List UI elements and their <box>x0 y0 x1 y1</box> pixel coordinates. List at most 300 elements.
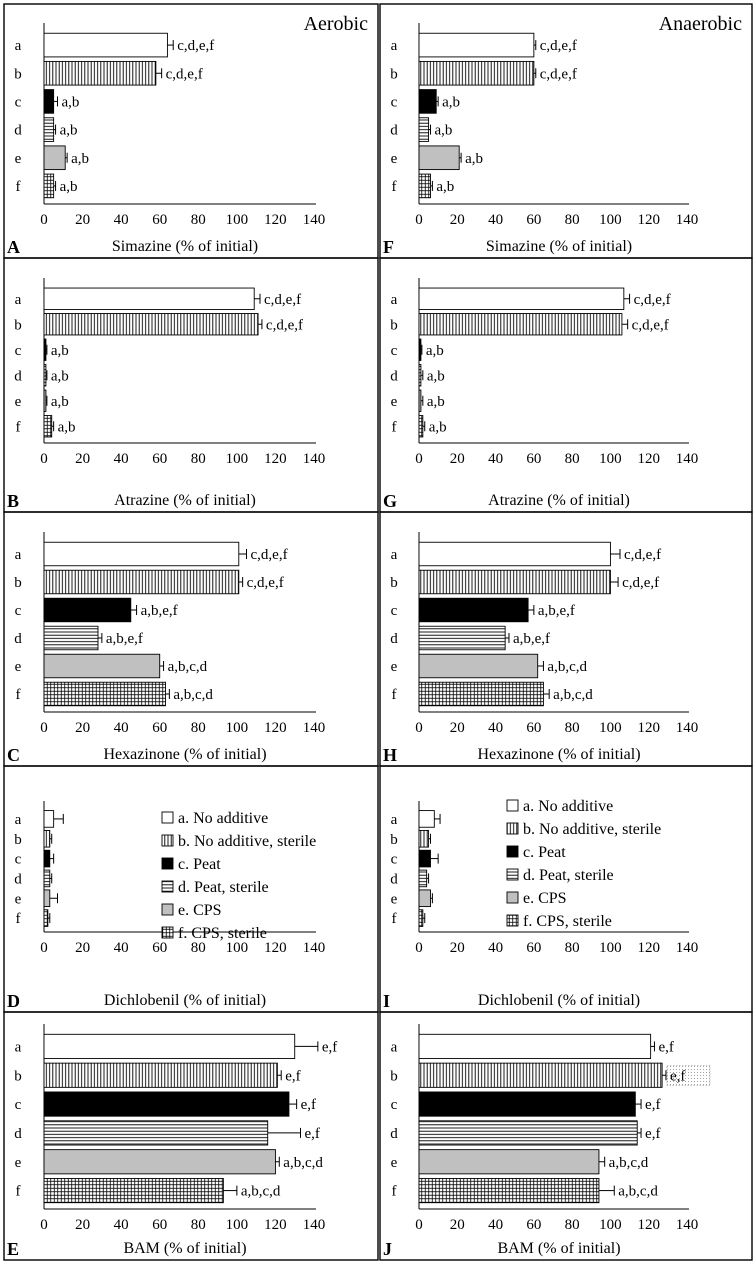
panel-letter: A <box>7 237 20 257</box>
x-tick-label: 100 <box>599 212 622 228</box>
x-tick-label: 60 <box>152 451 168 467</box>
x-tick-label: 120 <box>264 451 287 467</box>
category-label: c <box>14 1097 22 1114</box>
significance-label: c,d,e,f <box>539 66 577 83</box>
bar-b <box>419 314 622 335</box>
x-tick-label: 140 <box>302 720 326 736</box>
x-tick-label: 140 <box>302 212 326 228</box>
bar-c <box>44 598 131 622</box>
category-label: a <box>390 1039 398 1056</box>
bar-a <box>44 1034 295 1058</box>
category-label: a <box>14 811 22 828</box>
x-tick-label: 60 <box>152 940 168 956</box>
category-label: b <box>14 66 22 83</box>
category-label: a <box>390 811 398 828</box>
x-axis-label: Hexazinone (% of initial) <box>477 746 641 763</box>
x-tick-label: 20 <box>449 212 465 228</box>
category-label: b <box>390 575 398 591</box>
x-tick-label: 80 <box>564 451 580 467</box>
x-tick-label: 60 <box>152 212 168 228</box>
significance-label: c,d,e,f <box>539 38 577 55</box>
significance-label: a,b <box>50 342 69 359</box>
significance-label: a,b,c,d <box>618 1183 658 1200</box>
category-label: b <box>14 831 22 848</box>
legend-label-e: e. CPS <box>523 890 567 907</box>
x-tick-label: 120 <box>637 720 660 736</box>
legend-swatch-d <box>507 869 518 880</box>
x-tick-label: 80 <box>564 720 580 736</box>
category-label: e <box>14 891 22 908</box>
category-label: e <box>14 393 22 410</box>
significance-label: a,b <box>426 368 445 385</box>
bar-e <box>44 654 160 678</box>
bar-a <box>419 811 434 828</box>
bar-e <box>44 390 46 411</box>
category-label: b <box>390 317 398 334</box>
x-tick-label: 40 <box>113 720 129 736</box>
legend <box>507 798 661 930</box>
x-tick-label: 100 <box>225 720 249 736</box>
chart-panel-c <box>4 512 378 766</box>
x-tick-label: 100 <box>599 720 622 736</box>
x-tick-label: 40 <box>113 212 129 228</box>
chart-panel-a <box>4 4 378 258</box>
x-tick-label: 80 <box>190 720 206 736</box>
bar-d <box>44 870 50 887</box>
bar-b <box>419 830 429 847</box>
chart-panel-b <box>4 258 378 512</box>
category-label: c <box>390 851 398 868</box>
significance-label: c,d,e,f <box>631 317 669 334</box>
x-tick-label: 80 <box>564 1217 580 1233</box>
x-tick-label: 100 <box>225 212 249 228</box>
bar-a <box>44 811 54 828</box>
x-axis-label: Simazine (% of initial) <box>485 238 633 255</box>
x-tick-label: 20 <box>75 720 91 736</box>
category-label: d <box>390 1125 398 1142</box>
x-tick-label: 20 <box>75 451 91 467</box>
significance-label: a,b,e,f <box>537 603 575 619</box>
category-label: f <box>15 178 21 195</box>
bar-d <box>44 626 98 650</box>
column-title: Anaerobic <box>658 13 742 35</box>
category-label: d <box>14 368 22 385</box>
x-tick-label: 20 <box>449 940 465 956</box>
significance-label: a,b <box>50 393 69 410</box>
bar-e <box>419 390 421 411</box>
bar-d <box>419 118 429 142</box>
category-label: a <box>390 38 398 55</box>
legend-swatch-b <box>507 823 518 834</box>
significance-label: e,f <box>300 1097 317 1114</box>
x-tick-label: 40 <box>488 720 504 736</box>
category-label: f <box>391 419 397 436</box>
bar-d <box>419 365 421 386</box>
x-tick-label: 120 <box>264 1217 287 1233</box>
significance-label: a,b <box>426 393 445 410</box>
x-tick-label: 0 <box>415 940 423 956</box>
bar-b <box>44 1063 277 1087</box>
x-tick-label: 140 <box>302 1217 326 1233</box>
panel-letter: J <box>383 1239 392 1259</box>
x-tick-label: 80 <box>190 940 206 956</box>
category-label: a <box>390 291 398 308</box>
significance-label: c,d,e,f <box>624 547 662 563</box>
significance-label: a,b <box>425 342 444 359</box>
bar-a <box>419 1034 651 1058</box>
category-label: c <box>14 342 22 359</box>
category-label: d <box>14 1125 22 1142</box>
bar-d <box>419 626 505 650</box>
bar-c <box>419 598 528 622</box>
x-tick-label: 0 <box>40 1217 48 1233</box>
bar-f <box>44 910 48 927</box>
bar-c <box>44 339 46 360</box>
bar-b <box>419 1063 662 1087</box>
bar-c <box>419 1092 635 1116</box>
x-tick-label: 80 <box>190 1217 206 1233</box>
x-tick-label: 40 <box>113 451 129 467</box>
x-tick-label: 0 <box>40 940 48 956</box>
x-tick-label: 120 <box>637 212 660 228</box>
significance-label: e,f <box>645 1125 661 1142</box>
significance-label: c,d,e,f <box>250 547 288 563</box>
panel-letter: I <box>383 991 391 1011</box>
category-label: a <box>14 38 22 55</box>
significance-label: a,b,e,f <box>140 603 178 619</box>
x-tick-label: 60 <box>526 451 542 467</box>
category-label: e <box>390 659 398 675</box>
category-label: a <box>14 1039 22 1056</box>
bar-f <box>419 910 423 927</box>
bar-b <box>419 570 610 594</box>
category-label: e <box>390 1154 398 1171</box>
bar-d <box>44 365 46 386</box>
x-tick-label: 140 <box>302 940 326 956</box>
bar-e <box>44 890 50 907</box>
x-tick-label: 20 <box>449 1217 465 1233</box>
significance-label: a,b <box>428 419 447 436</box>
x-tick-label: 20 <box>449 451 465 467</box>
category-label: b <box>390 831 398 848</box>
panel-letter: F <box>383 237 394 257</box>
x-tick-label: 140 <box>675 1217 699 1233</box>
chart-panel-h <box>380 512 752 766</box>
category-label: d <box>390 871 398 888</box>
legend-swatch-a <box>507 800 518 811</box>
x-tick-label: 140 <box>675 212 699 228</box>
x-tick-label: 0 <box>415 212 423 228</box>
legend-swatch-e <box>507 892 518 903</box>
x-tick-label: 80 <box>564 940 580 956</box>
significance-label: a,b,c,d <box>167 659 208 675</box>
bar-a <box>44 33 167 57</box>
category-label: c <box>14 603 22 619</box>
legend-swatch-c <box>507 846 518 857</box>
x-tick-label: 80 <box>190 451 206 467</box>
category-label: c <box>390 94 398 111</box>
x-tick-label: 0 <box>415 451 423 467</box>
x-tick-label: 20 <box>75 212 91 228</box>
significance-label: a,b,c,d <box>283 1154 323 1171</box>
significance-label: a,b <box>442 94 461 111</box>
bar-b <box>44 570 239 594</box>
panel-letter: E <box>7 1239 20 1259</box>
category-label: e <box>14 150 22 167</box>
bar-f <box>44 682 166 706</box>
x-tick-label: 40 <box>488 1217 504 1233</box>
category-label: f <box>15 1183 21 1200</box>
bar-b <box>44 314 258 335</box>
legend-swatch-f <box>162 927 173 938</box>
significance-label: c,d,e,f <box>246 575 284 591</box>
category-label: f <box>391 1183 397 1200</box>
chart-panel-g <box>380 258 752 512</box>
x-tick-label: 20 <box>75 1217 91 1233</box>
x-tick-label: 120 <box>637 940 660 956</box>
category-label: a <box>14 547 22 563</box>
bar-c <box>419 850 430 867</box>
significance-label: c,d,e,f <box>633 291 671 308</box>
category-label: c <box>14 851 22 868</box>
category-label: e <box>390 393 398 410</box>
bar-f <box>419 174 430 198</box>
significance-label: a,b <box>59 178 78 195</box>
x-tick-label: 100 <box>225 1217 249 1233</box>
x-tick-label: 120 <box>264 212 287 228</box>
x-tick-label: 120 <box>637 1217 660 1233</box>
legend-swatch-c <box>162 858 173 869</box>
panel-letter: D <box>7 991 20 1011</box>
bar-c <box>44 850 50 867</box>
legend-label-b: b. No additive, sterile <box>523 821 662 838</box>
x-tick-label: 120 <box>637 451 660 467</box>
legend-swatch-d <box>162 881 173 892</box>
panel-letter: G <box>383 491 398 511</box>
significance-label: a,b <box>57 419 76 436</box>
x-tick-label: 60 <box>152 720 168 736</box>
bar-a <box>419 288 624 309</box>
bar-c <box>419 339 421 360</box>
x-tick-label: 140 <box>675 720 699 736</box>
category-label: a <box>14 291 22 308</box>
bar-d <box>44 118 54 142</box>
bar-f <box>44 1178 223 1202</box>
category-label: f <box>391 178 397 195</box>
category-label: e <box>390 891 398 908</box>
bar-e <box>44 1150 275 1174</box>
x-tick-label: 120 <box>264 720 287 736</box>
bar-d <box>419 870 427 887</box>
x-tick-label: 40 <box>488 940 504 956</box>
category-label: f <box>15 911 21 928</box>
legend-label-c: c. Peat <box>178 856 221 873</box>
significance-label: a,b,c,d <box>608 1154 649 1171</box>
category-label: b <box>390 1068 398 1085</box>
chart-panel-e <box>4 1012 378 1260</box>
significance-label: a,b <box>50 368 69 385</box>
category-label: d <box>14 871 22 888</box>
x-tick-label: 100 <box>225 940 249 956</box>
x-tick-label: 60 <box>526 212 542 228</box>
category-label: d <box>390 122 398 139</box>
x-tick-label: 60 <box>526 940 542 956</box>
column-title: Aerobic <box>303 13 368 35</box>
chart-panel-f <box>380 4 752 258</box>
legend-swatch-e <box>162 904 173 915</box>
category-label: e <box>390 150 398 167</box>
bar-a <box>44 542 239 566</box>
panel-letter: H <box>383 745 398 765</box>
category-label: f <box>15 419 21 436</box>
x-tick-label: 140 <box>302 451 326 467</box>
x-tick-label: 140 <box>675 940 699 956</box>
significance-label: a,b <box>71 150 90 167</box>
chart-panel-j <box>380 1012 752 1260</box>
x-tick-label: 140 <box>675 451 699 467</box>
category-label: d <box>390 631 398 647</box>
category-label: c <box>390 342 398 359</box>
legend-swatch-a <box>162 812 173 823</box>
legend-label-a: a. No additive <box>178 810 269 827</box>
significance-label: c,d,e,f <box>165 66 203 83</box>
significance-label: e,f <box>645 1097 661 1114</box>
bar-e <box>44 146 65 170</box>
bar-a <box>419 33 534 57</box>
significance-label: e,f <box>658 1039 674 1056</box>
x-axis-label: BAM (% of initial) <box>497 1240 621 1257</box>
bar-b <box>44 830 50 847</box>
bar-f <box>44 174 54 198</box>
significance-label: a,b,e,f <box>105 631 143 647</box>
legend-label-c: c. Peat <box>523 844 566 861</box>
panel-letter: B <box>7 491 20 511</box>
category-label: c <box>390 603 398 619</box>
bar-f <box>44 416 52 437</box>
bar-f <box>419 416 423 437</box>
bar-a <box>419 542 610 566</box>
x-tick-label: 80 <box>564 212 580 228</box>
x-tick-label: 0 <box>40 451 48 467</box>
bar-e <box>419 890 430 907</box>
significance-label: a,b <box>61 94 80 111</box>
x-tick-label: 80 <box>190 212 206 228</box>
bar-c <box>44 1092 289 1116</box>
category-label: c <box>14 94 22 111</box>
x-tick-label: 120 <box>264 940 287 956</box>
bar-f <box>419 1178 599 1202</box>
significance-label: c,d,e,f <box>265 317 303 334</box>
category-label: b <box>390 66 398 83</box>
legend-label-f: f. CPS, sterile <box>178 925 267 942</box>
category-label: d <box>14 631 22 647</box>
panel-letter: C <box>7 745 20 765</box>
category-label: d <box>14 122 22 139</box>
category-label: c <box>390 1097 398 1114</box>
legend-label-f: f. CPS, sterile <box>523 913 612 930</box>
legend-label-b: b. No additive, sterile <box>178 833 317 850</box>
significance-label: a,b,c,d <box>553 687 593 703</box>
significance-label: a,b,c,d <box>240 1183 281 1200</box>
significance-label: a,b <box>434 122 453 139</box>
legend-label-d: d. Peat, sterile <box>523 867 614 884</box>
category-label: b <box>14 575 22 591</box>
significance-label: a,b,c,d <box>547 659 588 675</box>
bar-d <box>44 1121 268 1145</box>
category-label: a <box>390 547 398 563</box>
significance-label: c,d,e,f <box>177 38 215 55</box>
x-axis-label: BAM (% of initial) <box>123 1240 247 1257</box>
significance-label: a,b <box>59 122 78 139</box>
significance-label: a,b,c,d <box>173 687 213 703</box>
bar-f <box>419 682 543 706</box>
significance-label: c,d,e,f <box>622 575 660 591</box>
bar-e <box>419 1150 599 1174</box>
x-tick-label: 60 <box>526 720 542 736</box>
category-label: d <box>390 368 398 385</box>
bar-d <box>419 1121 637 1145</box>
significance-label: e,f <box>285 1068 301 1085</box>
bar-b <box>419 61 534 85</box>
chart-panel-d <box>4 766 378 1012</box>
significance-label: a,b <box>465 150 484 167</box>
bar-a <box>44 288 254 309</box>
significance-label: a,b <box>436 178 455 195</box>
legend-label-a: a. No additive <box>523 798 614 815</box>
x-tick-label: 100 <box>599 451 622 467</box>
x-tick-label: 40 <box>488 212 504 228</box>
x-tick-label: 100 <box>225 451 249 467</box>
bar-c <box>419 90 436 114</box>
x-tick-label: 20 <box>449 720 465 736</box>
bar-c <box>44 90 54 114</box>
category-label: f <box>391 687 397 703</box>
category-label: e <box>14 1154 22 1171</box>
x-tick-label: 40 <box>488 451 504 467</box>
x-tick-label: 40 <box>113 1217 129 1233</box>
x-tick-label: 0 <box>415 1217 423 1233</box>
bar-b <box>44 61 156 85</box>
x-axis-label: Dichlobenil (% of initial) <box>477 992 641 1009</box>
x-tick-label: 20 <box>75 940 91 956</box>
x-tick-label: 100 <box>599 1217 622 1233</box>
significance-label: c,d,e,f <box>264 291 302 308</box>
x-axis-label: Dichlobenil (% of initial) <box>103 992 267 1009</box>
x-axis-label: Simazine (% of initial) <box>111 238 259 255</box>
x-tick-label: 40 <box>113 940 129 956</box>
category-label: f <box>391 911 397 928</box>
chart-panel-i <box>380 766 752 1012</box>
x-tick-label: 0 <box>415 720 423 736</box>
legend-swatch-b <box>162 835 173 846</box>
x-tick-label: 100 <box>599 940 622 956</box>
significance-label: e,f <box>304 1125 320 1142</box>
significance-label: e,f <box>669 1068 686 1085</box>
x-tick-label: 60 <box>152 1217 168 1233</box>
legend-label-d: d. Peat, sterile <box>178 879 269 896</box>
category-label: b <box>14 1068 22 1085</box>
legend-label-e: e. CPS <box>178 902 222 919</box>
x-axis-label: Atrazine (% of initial) <box>488 492 630 509</box>
bar-e <box>419 146 459 170</box>
x-axis-label: Hexazinone (% of initial) <box>103 746 267 763</box>
significance-label: a,b,e,f <box>512 631 551 647</box>
category-label: f <box>15 687 21 703</box>
x-tick-label: 60 <box>526 1217 542 1233</box>
category-label: e <box>14 659 22 675</box>
category-label: b <box>14 317 22 334</box>
x-tick-label: 0 <box>40 212 48 228</box>
